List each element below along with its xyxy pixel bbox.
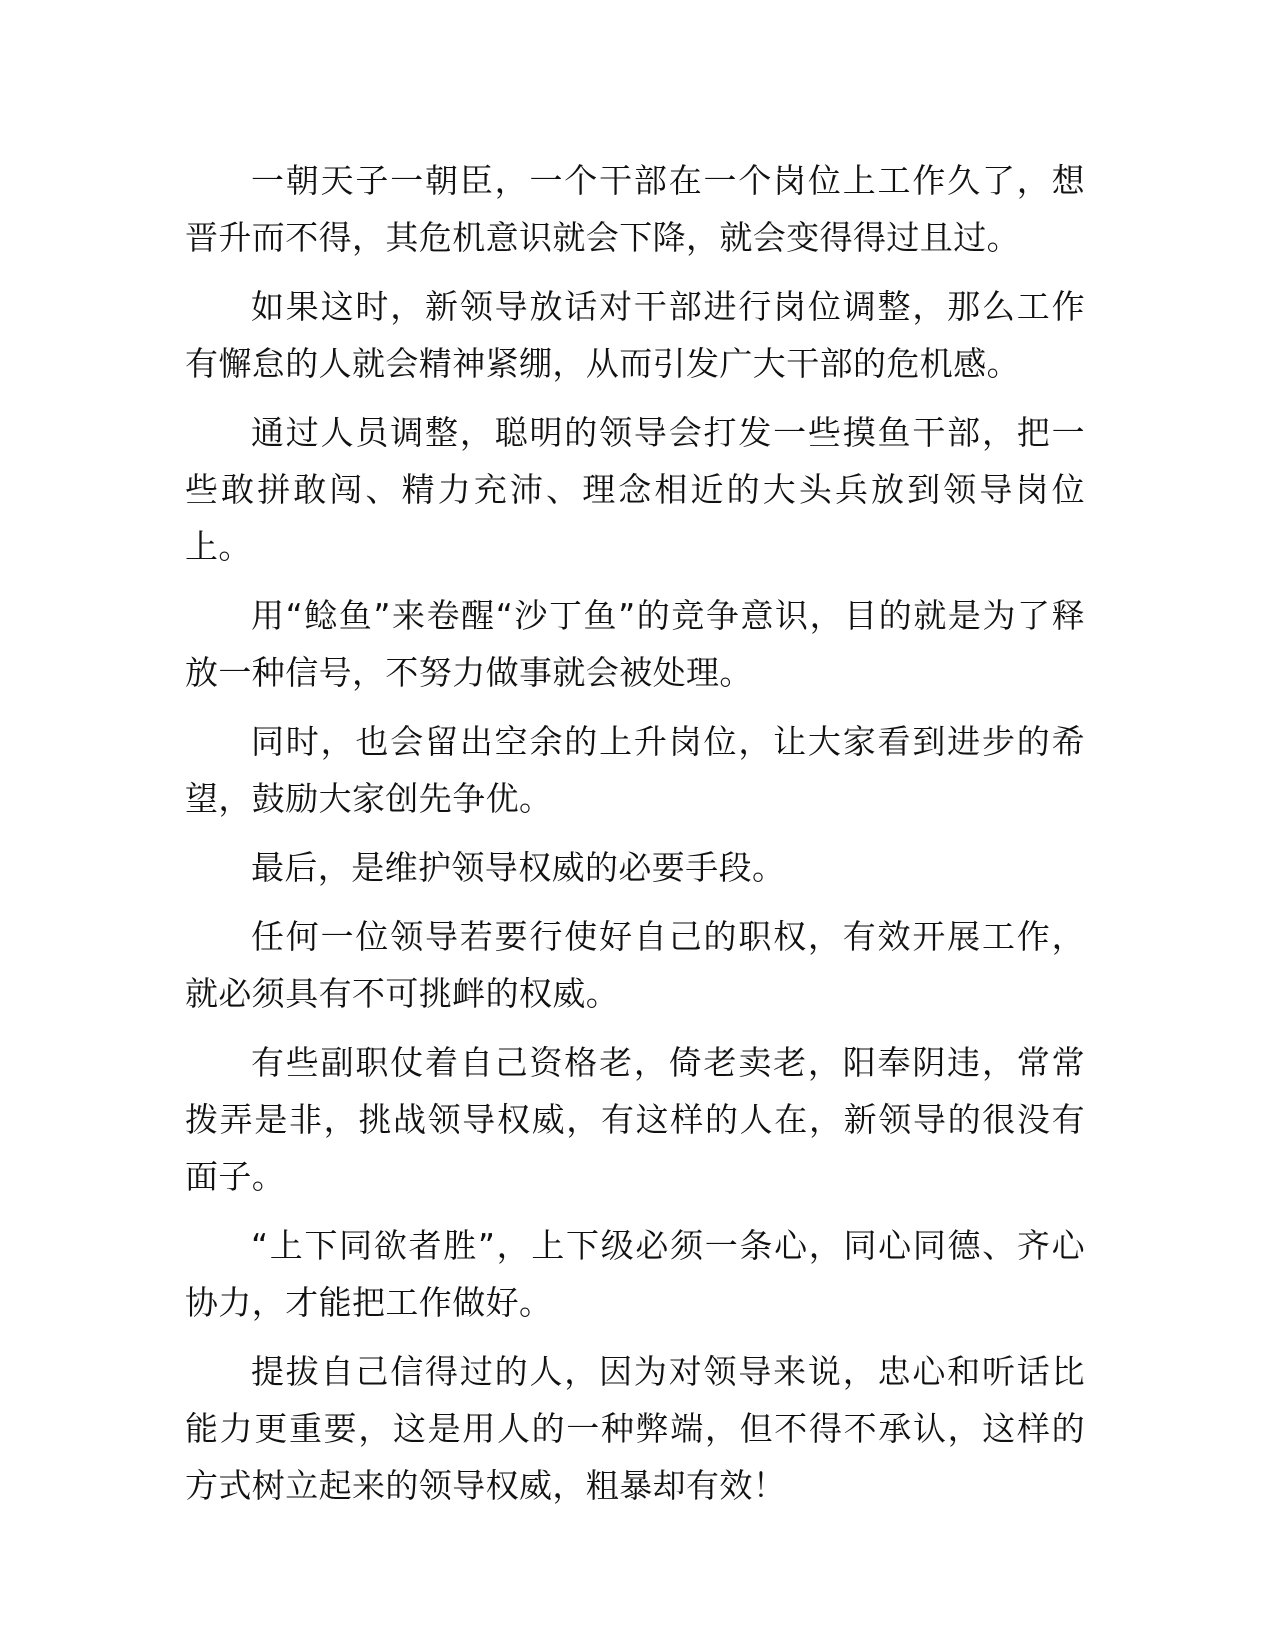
paragraph: 同时，也会留出空余的上升岗位，让大家看到进步的希望，鼓励大家创先争优。 bbox=[185, 722, 1085, 818]
paragraph: 最后，是维护领导权威的必要手段。 bbox=[251, 848, 786, 887]
paragraph: 一朝天子一朝臣，一个干部在一个岗位上工作久了，想晋升而不得，其危机意识就会下降，就会变得得过且过。 bbox=[185, 161, 1085, 257]
paragraph: “上下同欲者胜”，上下级必须一条心，同心同德、齐心协力，才能把工作做好。 bbox=[185, 1226, 1085, 1322]
paragraph: 提拔自己信得过的人，因为对领导来说，忠心和听话比能力更重要，这是用人的一种弊端，但不得不承认，这样的方式树立起来的领导权威，粗暴却有效！ bbox=[185, 1352, 1085, 1505]
paragraph: 用“鲶鱼”来卷醒“沙丁鱼”的竞争意识，目的就是为了释放一种信号，不努力做事就会被处理。 bbox=[185, 596, 1085, 692]
paragraph: 有些副职仗着自己资格老，倚老卖老，阳奉阴违，常常拨弄是非，挑战领导权威，有这样的人在，新领导的很没有面子。 bbox=[185, 1043, 1085, 1196]
document-body bbox=[185, 152, 1085, 1514]
paragraph: 通过人员调整，聪明的领导会打发一些摸鱼干部，把一些敢拼敢闯、精力充沛、理念相近的大头兵放到领导岗位上。 bbox=[185, 413, 1085, 566]
paragraph: 任何一位领导若要行使好自己的职权，有效开展工作，就必须具有不可挑衅的权威。 bbox=[185, 917, 1085, 1013]
paragraph: 如果这时，新领导放话对干部进行岗位调整，那么工作有懈怠的人就会精神紧绷，从而引发广大干部的危机感。 bbox=[185, 287, 1085, 383]
